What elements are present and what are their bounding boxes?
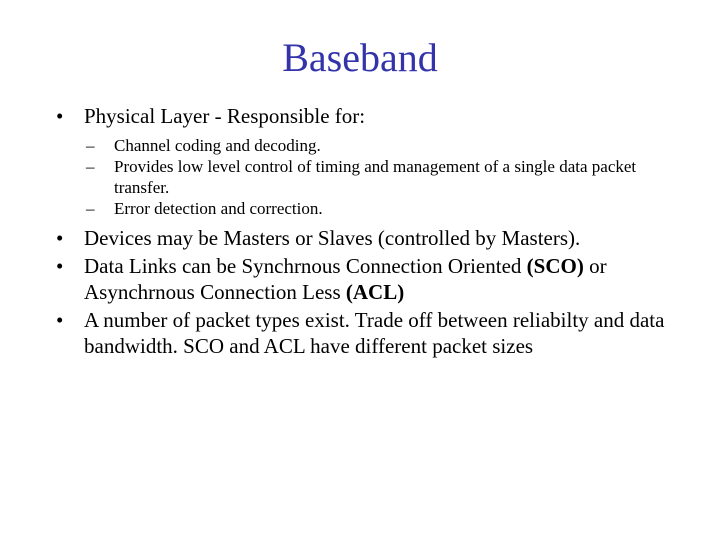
sub-bullet-text: Provides low level control of timing and management of a single data packet transfer. <box>114 157 637 197</box>
sub-bullet-text: Error detection and correction. <box>114 199 323 218</box>
sub-bullet-text: Channel coding and decoding. <box>114 136 321 155</box>
bullet-text: Physical Layer - Responsible for: <box>84 104 366 128</box>
bullet-text: A number of packet types exist. Trade off between reliabilty and data bandwidth. SCO and ACL have different packet sizes <box>84 308 665 358</box>
dash-icon: – <box>86 199 95 218</box>
sub-bullet-item <box>56 156 676 198</box>
bullet-item-physical-layer <box>56 103 676 129</box>
bullet-text-part: Data Links can be Synchrnous Connection Oriented <box>84 254 527 278</box>
bullet-list <box>56 103 676 359</box>
sub-bullet-item <box>56 198 676 219</box>
sub-bullet-list <box>56 135 676 219</box>
bullet-text: Devices may be Masters or Slaves (controlled by Masters). <box>84 226 581 250</box>
bullet-text-part: or Asynchrnous Connection Less <box>84 254 607 304</box>
bullet-bold-sco: (SCO) <box>526 254 584 278</box>
dash-icon: – <box>86 136 95 155</box>
bullet-item-devices <box>56 225 676 251</box>
sub-bullet-item <box>56 135 676 156</box>
bullet-item-data-links <box>56 253 676 305</box>
bullet-icon: • <box>56 308 64 332</box>
bullet-icon: • <box>56 104 64 128</box>
dash-icon: – <box>86 157 95 176</box>
bullet-item-packet-types <box>56 307 676 359</box>
bullet-bold-acl: (ACL) <box>345 280 405 304</box>
bullet-icon: • <box>56 254 64 278</box>
slide-title: Baseband <box>282 35 438 80</box>
bullet-icon: • <box>56 226 64 250</box>
